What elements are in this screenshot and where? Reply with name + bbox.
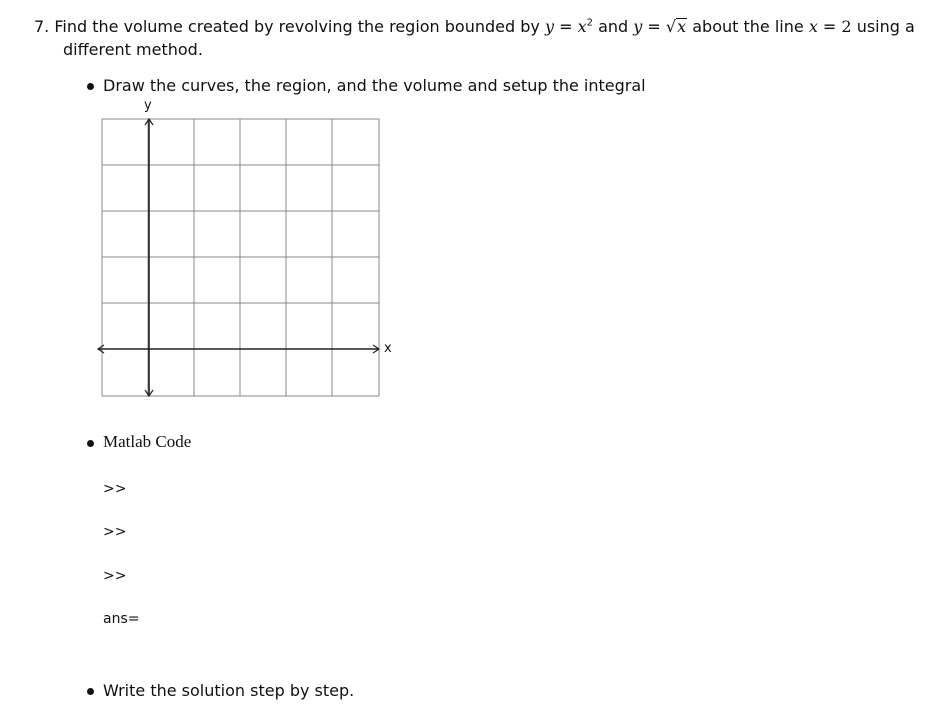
line-variable: x — [808, 17, 818, 36]
y-axis-label: y — [144, 98, 152, 113]
matlab-prompt: >> — [103, 568, 127, 584]
eq1-exponent: 2 — [586, 17, 593, 29]
matlab-prompt: >> — [103, 481, 127, 497]
line-value: 2 — [841, 17, 852, 36]
problem-text-intro: Find the volume created by revolving the region bounded by — [54, 17, 540, 36]
eq1-lhs: y — [544, 17, 555, 36]
problem-number: 7. — [34, 17, 50, 36]
eq1-rhs: x — [577, 17, 587, 36]
eq2-lhs: y — [633, 17, 643, 36]
problem-statement-line2: different method. — [63, 40, 203, 59]
problem-about-line: about the line — [692, 17, 804, 36]
x-axis-label: x — [384, 341, 392, 356]
matlab-ans: ans= — [103, 611, 140, 627]
bullet-dot-write — [87, 688, 94, 695]
bullet-draw-text: Draw the curves, the region, and the volume and setup the integral — [103, 76, 646, 95]
problem-and: and — [598, 17, 629, 36]
bullet-dot-matlab — [87, 440, 94, 447]
eq2-radicand: x — [677, 17, 687, 36]
bullet-write-text: Write the solution step by step. — [103, 681, 355, 700]
problem-using-a: using a — [856, 17, 915, 36]
bullet-matlab-text: Matlab Code — [103, 432, 192, 451]
matlab-prompt: >> — [103, 524, 127, 540]
problem-statement: 7. Find the volume created by revolving the region bounded by $y = x^2$ and y = √x about the line x = 2 using a — [34, 17, 915, 36]
